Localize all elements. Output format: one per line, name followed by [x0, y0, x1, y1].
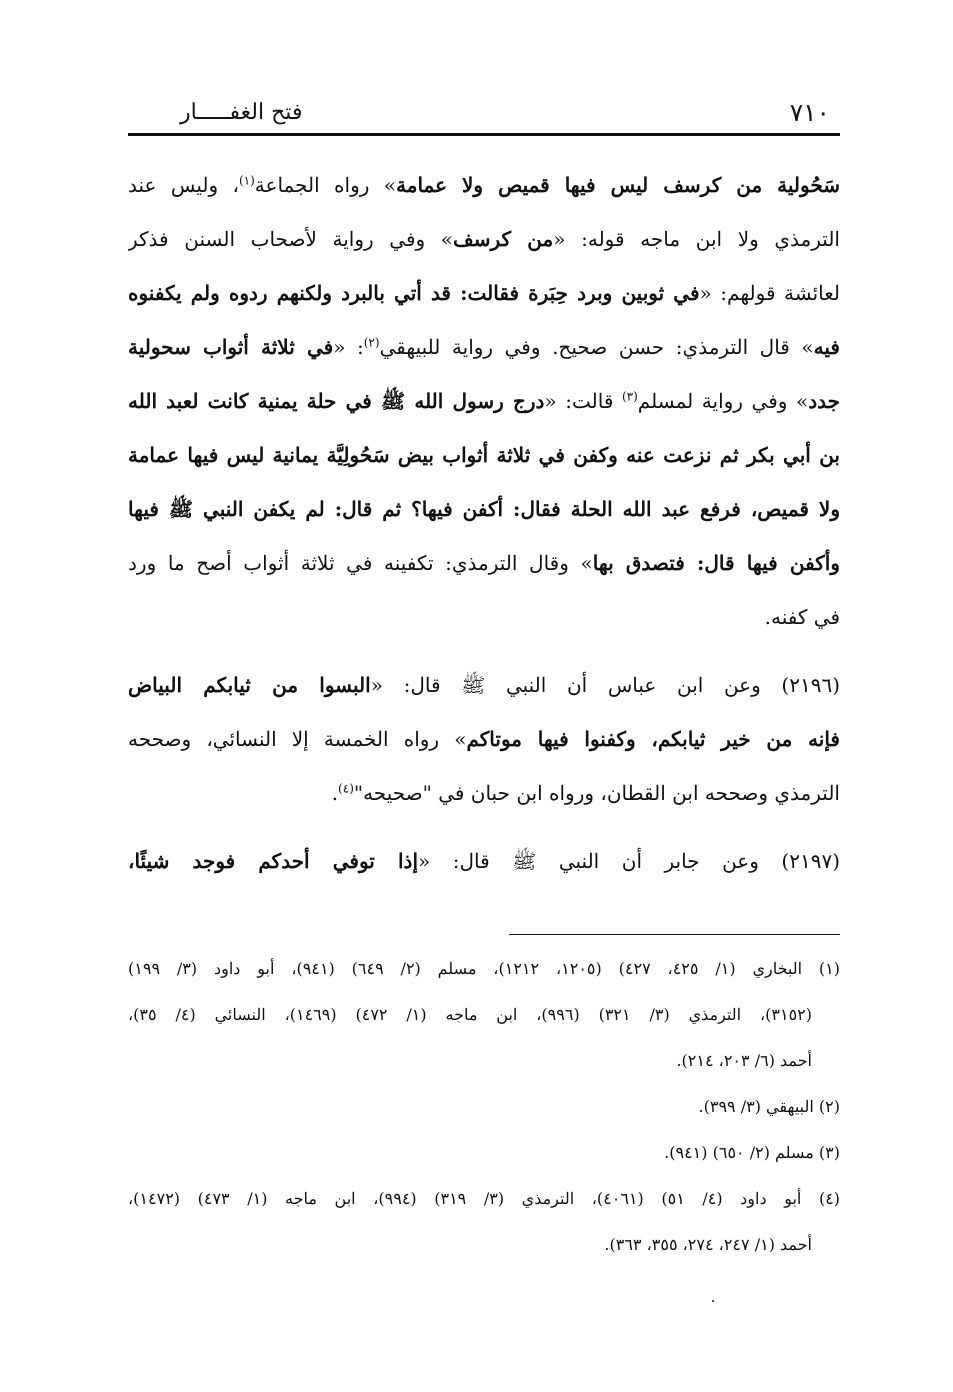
page-header	[128, 96, 840, 136]
paragraph-gap	[128, 644, 840, 658]
footnotes	[128, 946, 840, 1268]
footnote-line: (٤) أبو داود (٤/ ٥١) (٤٠٦١)، الترمذي (٣/ ٣١٩) (٩٩٤)، ابن ماجه (١/ ٤٧٣) (١٤٧٢)،	[128, 1189, 840, 1208]
footnote-separator	[509, 934, 840, 935]
text-line: ولا قميص، فرفع عبد الله الحلة فقال: أكفن فيها؟ ثم قال: لم يكفن النبي ﷺ فيها	[128, 497, 840, 521]
scan-speck	[712, 1300, 714, 1302]
text-line: لعائشة قولهم: «في ثوبين وبرد حِبَرة فقالت: قد أتي بالبرد ولكنهم ردوه ولم يكفنوه	[128, 281, 840, 305]
hadith-2196-line: فإنه من خير ثيابكم، وكفنوا فيها موتاكم» رواه الخمسة إلا النسائي، وصححه	[128, 727, 840, 751]
footnote-line: أحمد (٦/ ٢٠٣، ٢١٤).	[676, 1051, 812, 1070]
footnote-ref: (٤)	[338, 781, 354, 796]
text-line: فيه» قال الترمذي: حسن صحيح. وفي رواية للبيهقي$^{(٢)}$: «في ثلاثة أثواب سحولية	[128, 335, 840, 359]
text-line: بن أبي بكر ثم نزعت عنه وكفن في ثلاثة أثواب بيض سَحُولِيَّة يمانية ليس فيها عمامة	[128, 443, 840, 467]
text-line: جدد» وفي رواية لمسلم$^{(٣)}$ قالت: «درج رسول الله ﷺ في حلة يمنية كانت لعبد الله	[128, 389, 840, 413]
footnote-ref: (٣)	[621, 389, 638, 404]
text-line: الترمذي ولا ابن ماجه قوله: «من كرسف» وفي رواية لأصحاب السنن فذكر	[128, 227, 840, 251]
footnote-line: (٣١٥٢)، الترمذي (٣/ ٣٢١) (٩٩٦)، ابن ماجه (١/ ٤٧٢) (١٤٦٩)، النسائي (٤/ ٣٥)،	[128, 1005, 812, 1024]
running-title: فتح الغفـــــار	[180, 100, 303, 125]
footnote-line: (١) البخاري (١/ ٤٢٥، ٤٢٧) (١٢٠٥، ١٢١٢)، مسلم (٢/ ٦٤٩) (٩٤١)، أبو داود (٣/ ١٩٩)	[128, 959, 840, 978]
hadith-2196-line: (٢١٩٦) وعن ابن عباس أن النبي ﷺ قال: «البسوا من ثيابكم البياض	[128, 673, 840, 697]
text-line: وأكفن فيها قال: فتصدق بها» وقال الترمذي: تكفينه في ثلاثة أثواب أصح ما ورد	[128, 551, 840, 575]
page-number: ٧١٠	[789, 98, 830, 127]
footnote-ref: (٢)	[363, 335, 380, 350]
header-rule	[128, 133, 840, 136]
hadith-2197-line: (٢١٩٧) وعن جابر أن النبي ﷺ قال: «إذا توفي أحدكم فوجد شيئًا،	[128, 849, 840, 873]
footnote-ref: (١)	[238, 173, 255, 188]
footnote-line: أحمد (١/ ٢٤٧، ٢٧٤، ٣٥٥، ٣٦٣).	[604, 1235, 812, 1254]
hadith-2196-line: الترمذي وصححه ابن القطان، ورواه ابن حبان في "صحيحه"$^{(٤)}$.	[331, 781, 840, 805]
text-line: سَحُولية من كرسف ليس فيها قميص ولا عمامة» رواه الجماعة$^{(١)}$، وليس عند	[128, 173, 840, 197]
footnote-line: (٢) البيهقي (٣/ ٣٩٩).	[698, 1097, 840, 1116]
footnote-line: (٣) مسلم (٢/ ٦٥٠) (٩٤١).	[664, 1143, 840, 1162]
text-line: في كفنه.	[764, 605, 840, 629]
main-text	[128, 158, 840, 888]
paragraph-gap	[128, 820, 840, 834]
